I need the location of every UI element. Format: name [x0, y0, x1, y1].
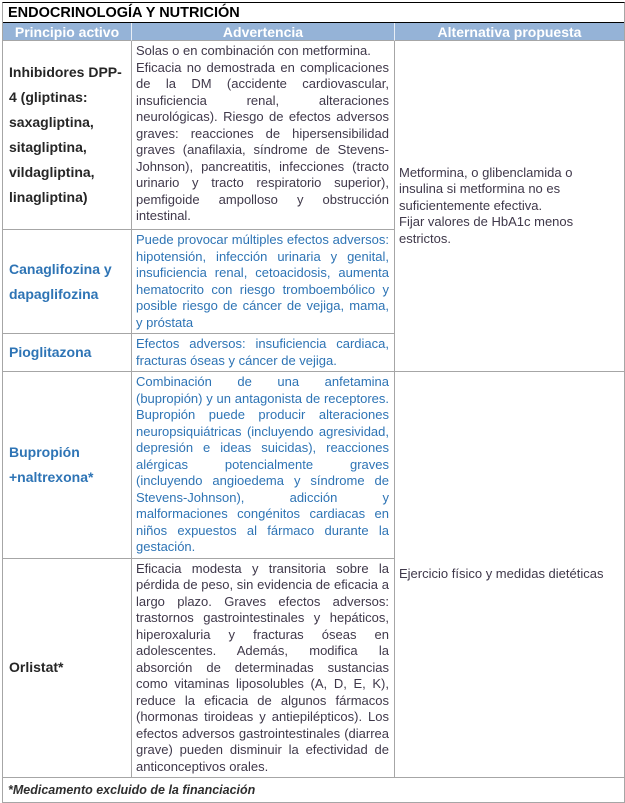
- warning-paragraph: Efectos adversos: insuficiencia cardiaca, fracturas óseas y cáncer de vejiga.: [136, 336, 389, 368]
- alternative-metformina-group: [395, 41, 624, 372]
- column-header-advertencia: Advertencia: [132, 23, 395, 41]
- footnote-financiacion: *Medicamento excluido de la financiación: [8, 783, 256, 797]
- warning-pioglitazona: [132, 334, 395, 372]
- drug-name-inhibidores-dpp4: Inhibidores DPP-4 (gliptinas: saxagliptina, sitagliptina, vildagliptina, linagliptina): [3, 41, 132, 230]
- alternative-paragraph: Fijar valores de HbA1c menos estrictos.: [399, 214, 574, 246]
- drug-name-pioglitazona: Pioglitazona: [3, 334, 132, 372]
- warning-inhibidores-dpp4: [132, 41, 395, 230]
- alternative-paragraph: Ejercicio físico y medidas dietéticas: [399, 566, 604, 582]
- warning-paragraph: Eficacia modesta y transitoria sobre la pérdida de peso, sin evidencia de eficacia a largo plazo. Graves efectos adversos: trastornos gastrointestinales y hepáticos, hiperoxaluria y fracturas óseas en adolescentes. Además, modifica la absorción de determinadas sustancias como vitaminas liposolubles (A, D, E, K), reduce la eficacia de algunos fármacos (hormonas tiroideas y antiepilépticos). Los efectos adversos gastrointestinales (diarrea grave) pueden disminuir la efectividad de anticonceptivos orales.: [136, 560, 389, 774]
- section-title: ENDOCRINOLOGÍA Y NUTRICIÓN: [3, 3, 624, 23]
- column-header-principio-activo: Principio activo: [3, 23, 132, 41]
- endocrinology-nutrition-table: [2, 2, 625, 803]
- alternative-paragraph: Metformina, o glibenclamida o insulina si metformina no es suficientemente efectiva.: [399, 164, 573, 213]
- drug-name-orlistat: Orlistat*: [3, 559, 132, 779]
- warning-paragraph: Solas o en combinación con metformina.: [136, 43, 371, 58]
- drug-name-canaglifozina-dapaglifozina: Canaglifozina y dapaglifozina: [3, 230, 132, 334]
- warning-paragraph: Eficacia no demostrada en complicaciones de la DM (accidente cardiovascular, insuficiencia renal, alteraciones neurológicas). Riesgo de efectos adversos graves: reacciones de hipersensibilidad graves (anafilaxia, síndrome de Stevens-Johnson), pancreatitis, infecciones (tracto urinario y tracto respiratorio superior), pemfigoide ampolloso y obstrucción intestinal.: [136, 59, 389, 223]
- warning-paragraph: Puede provocar múltiples efectos adversos: hipotensión, infección urinaria y genital, insuficiencia renal, cetoacidosis, aumenta hematocrito con riesgo tromboembólico y posible riesgo de cáncer de vejiga, mama, y próstata: [136, 232, 389, 330]
- column-header-alternativa-propuesta: Alternativa propuesta: [395, 23, 624, 41]
- alternative-ejercicio-group: [395, 372, 624, 778]
- warning-orlistat: [132, 559, 395, 779]
- drug-name-bupropion-naltrexona: Bupropión +naltrexona*: [3, 372, 132, 559]
- warning-paragraph: Combinación de una anfetamina (bupropión) y un antagonista de receptores. Bupropión puede producir alteraciones neuropsiquiátricas (incluyendo agresividad, depresión e ideas suicidas), reacciones alérgicas potencialmente graves (incluyendo angioedema y síndrome de Stevens-Johnson), adicción y malformaciones congénitos cardiacas en niños expuestos al fármaco durante la gestación.: [136, 374, 389, 554]
- warning-bupropion-naltrexona: [132, 372, 395, 559]
- warning-canaglifozina-dapaglifozina: [132, 230, 395, 334]
